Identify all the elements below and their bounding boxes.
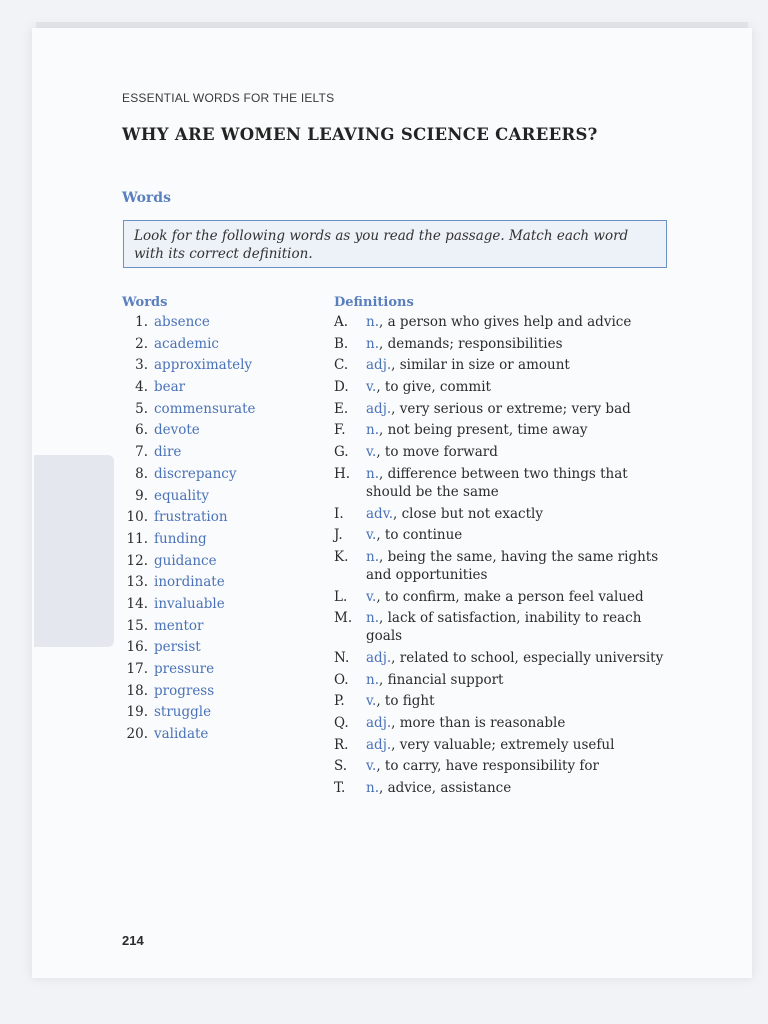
word-list-item (122, 487, 322, 509)
vocabulary-word: commensurate (154, 400, 256, 417)
word-list-item (122, 595, 322, 617)
vocabulary-word: discrepancy (154, 465, 237, 482)
word-list-item (122, 638, 322, 660)
word-list-item (122, 378, 322, 400)
definition-text: , to confirm, make a person feel valued (376, 588, 644, 605)
word-number: 20. (126, 726, 148, 743)
part-of-speech: v. (366, 693, 377, 710)
vocabulary-word: struggle (154, 704, 212, 721)
definition-item (334, 609, 674, 645)
word-number: 4. (135, 379, 148, 396)
vocabulary-word: guidance (154, 552, 217, 569)
word-number: 12. (126, 552, 148, 569)
word-number: 19. (126, 704, 148, 721)
word-number: 8. (135, 465, 148, 482)
definition-item (334, 378, 674, 396)
word-list-item (122, 443, 322, 465)
definition-item (334, 714, 674, 732)
word-list-item (122, 660, 322, 682)
definition-text: , advice, assistance (379, 780, 512, 797)
part-of-speech: v. (366, 588, 377, 605)
definition-letter: A. (334, 314, 349, 330)
definition-list (334, 313, 674, 801)
word-list-item (122, 573, 322, 595)
definition-text: , difference between two things that should be the same (366, 465, 628, 500)
word-number: 9. (135, 487, 148, 504)
definition-letter: I. (334, 505, 344, 522)
definitions-column-header: Definitions (334, 295, 414, 310)
word-list-item (122, 530, 322, 552)
definition-letter: L. (334, 588, 348, 605)
word-number: 18. (126, 682, 148, 699)
definition-letter: O. (334, 671, 349, 688)
part-of-speech: v. (366, 527, 377, 544)
definition-text: , being the same, having the same rights and opportunities (366, 548, 659, 583)
word-number: 17. (126, 661, 148, 677)
definition-item (334, 757, 674, 775)
part-of-speech: n. (366, 780, 379, 797)
definition-item (334, 313, 674, 331)
word-list-item (122, 465, 322, 487)
word-list-item (122, 552, 322, 574)
part-of-speech: adj. (366, 400, 392, 417)
vocabulary-word: funding (154, 530, 207, 547)
word-list-item (122, 617, 322, 639)
definition-text: , to move forward (376, 444, 498, 461)
definition-text: , related to school, especially university (391, 649, 664, 666)
definition-item (334, 356, 674, 374)
definition-item (334, 736, 674, 754)
definition-text: , to give, commit (376, 379, 491, 396)
vocabulary-word: invaluable (154, 595, 225, 612)
part-of-speech: n. (366, 548, 379, 565)
vocabulary-word: approximately (154, 357, 253, 374)
vocabulary-word: dire (154, 444, 182, 461)
part-of-speech: adj. (366, 715, 392, 731)
vocabulary-word: pressure (154, 661, 215, 677)
definition-text: , more than is reasonable (391, 715, 566, 731)
word-list-item (122, 682, 322, 704)
word-number: 14. (126, 595, 148, 612)
vocabulary-word: persist (154, 639, 201, 656)
word-list-item (122, 313, 322, 335)
definition-item (334, 692, 674, 710)
word-list-item (122, 725, 322, 747)
vocabulary-word: validate (154, 726, 209, 743)
vocabulary-word: progress (154, 682, 215, 699)
instruction-box (123, 220, 667, 268)
word-list-item (122, 356, 322, 378)
definition-item (334, 548, 674, 584)
definition-letter: E. (334, 400, 349, 417)
definition-letter: G. (334, 444, 349, 461)
part-of-speech: v. (366, 379, 377, 396)
definition-item (334, 526, 674, 544)
vocabulary-word: bear (154, 379, 186, 396)
part-of-speech: adj. (366, 736, 392, 753)
definition-letter: R. (334, 736, 349, 753)
part-of-speech: v. (366, 444, 377, 461)
word-list-item (122, 703, 322, 725)
instruction-text: Look for the following words as you read the passage. Match each word with its correct definition. (134, 228, 629, 262)
definition-item (334, 421, 674, 439)
words-column-header: Words (122, 295, 168, 310)
word-number: 10. (126, 509, 148, 526)
word-number: 6. (135, 422, 148, 439)
part-of-speech: n. (366, 335, 379, 352)
word-number: 11. (126, 530, 148, 547)
definition-item (334, 465, 674, 501)
definition-item (334, 335, 674, 353)
vocabulary-word: devote (154, 422, 200, 439)
running-head: ESSENTIAL WORDS FOR THE IELTS (122, 91, 335, 105)
word-number: 5. (135, 400, 148, 417)
definition-letter: J. (334, 527, 343, 544)
definition-letter: B. (334, 335, 349, 352)
definition-text: , not being present, time away (379, 422, 588, 439)
vocabulary-word: absence (154, 314, 210, 330)
definition-letter: K. (334, 548, 349, 565)
definition-item (334, 400, 674, 418)
definition-item (334, 779, 674, 797)
word-number: 7. (135, 444, 148, 461)
definition-item (334, 649, 674, 667)
vocabulary-word: frustration (154, 509, 228, 526)
definition-item (334, 671, 674, 689)
definition-letter: T. (334, 780, 346, 797)
vocabulary-word: academic (154, 335, 219, 352)
part-of-speech: n. (366, 610, 379, 627)
part-of-speech: n. (366, 671, 379, 688)
page-title: WHY ARE WOMEN LEAVING SCIENCE CAREERS? (122, 125, 598, 144)
word-list (122, 313, 322, 747)
word-number: 13. (126, 574, 148, 591)
word-number: 1. (135, 314, 148, 330)
definition-letter: S. (334, 758, 348, 775)
vocabulary-word: mentor (154, 617, 204, 634)
definition-letter: N. (334, 649, 350, 666)
definition-text: , to continue (376, 527, 463, 544)
word-list-item (122, 421, 322, 443)
definition-text: , to fight (376, 693, 435, 710)
definition-letter: H. (334, 465, 351, 482)
part-of-speech: adj. (366, 649, 392, 666)
definition-text: , very serious or extreme; very bad (391, 400, 631, 417)
definition-text: , to carry, have responsibility for (376, 758, 599, 775)
definition-letter: C. (334, 357, 349, 374)
definition-item (334, 443, 674, 461)
word-number: 3. (135, 357, 148, 374)
definition-item (334, 505, 674, 523)
definition-text: , close but not exactly (393, 505, 543, 522)
definition-text: , lack of satisfaction, inability to reach goals (366, 610, 642, 645)
word-number: 2. (135, 335, 148, 352)
definition-letter: D. (334, 379, 349, 396)
definition-item (334, 588, 674, 606)
page-side-tab (34, 455, 114, 647)
definition-text: , very valuable; extremely useful (391, 736, 615, 753)
definition-text: , a person who gives help and advice (379, 314, 632, 330)
part-of-speech: n. (366, 465, 379, 482)
word-list-item (122, 508, 322, 530)
definition-text: , financial support (379, 671, 504, 688)
word-number: 16. (126, 639, 148, 656)
part-of-speech: n. (366, 422, 379, 439)
part-of-speech: v. (366, 758, 377, 775)
page-number: 214 (122, 933, 144, 948)
part-of-speech: adj. (366, 357, 392, 374)
part-of-speech: n. (366, 314, 379, 330)
vocabulary-word: inordinate (154, 574, 225, 591)
definition-letter: F. (334, 422, 346, 439)
section-heading-words: Words (122, 190, 171, 206)
word-list-item (122, 400, 322, 422)
part-of-speech: adv. (366, 505, 394, 522)
definition-text: , similar in size or amount (391, 357, 570, 374)
definition-letter: P. (334, 693, 345, 710)
vocabulary-word: equality (154, 487, 210, 504)
definition-letter: M. (334, 610, 353, 627)
definition-text: , demands; responsibilities (379, 335, 563, 352)
definition-letter: Q. (334, 715, 349, 731)
word-number: 15. (126, 617, 148, 634)
word-list-item (122, 335, 322, 357)
